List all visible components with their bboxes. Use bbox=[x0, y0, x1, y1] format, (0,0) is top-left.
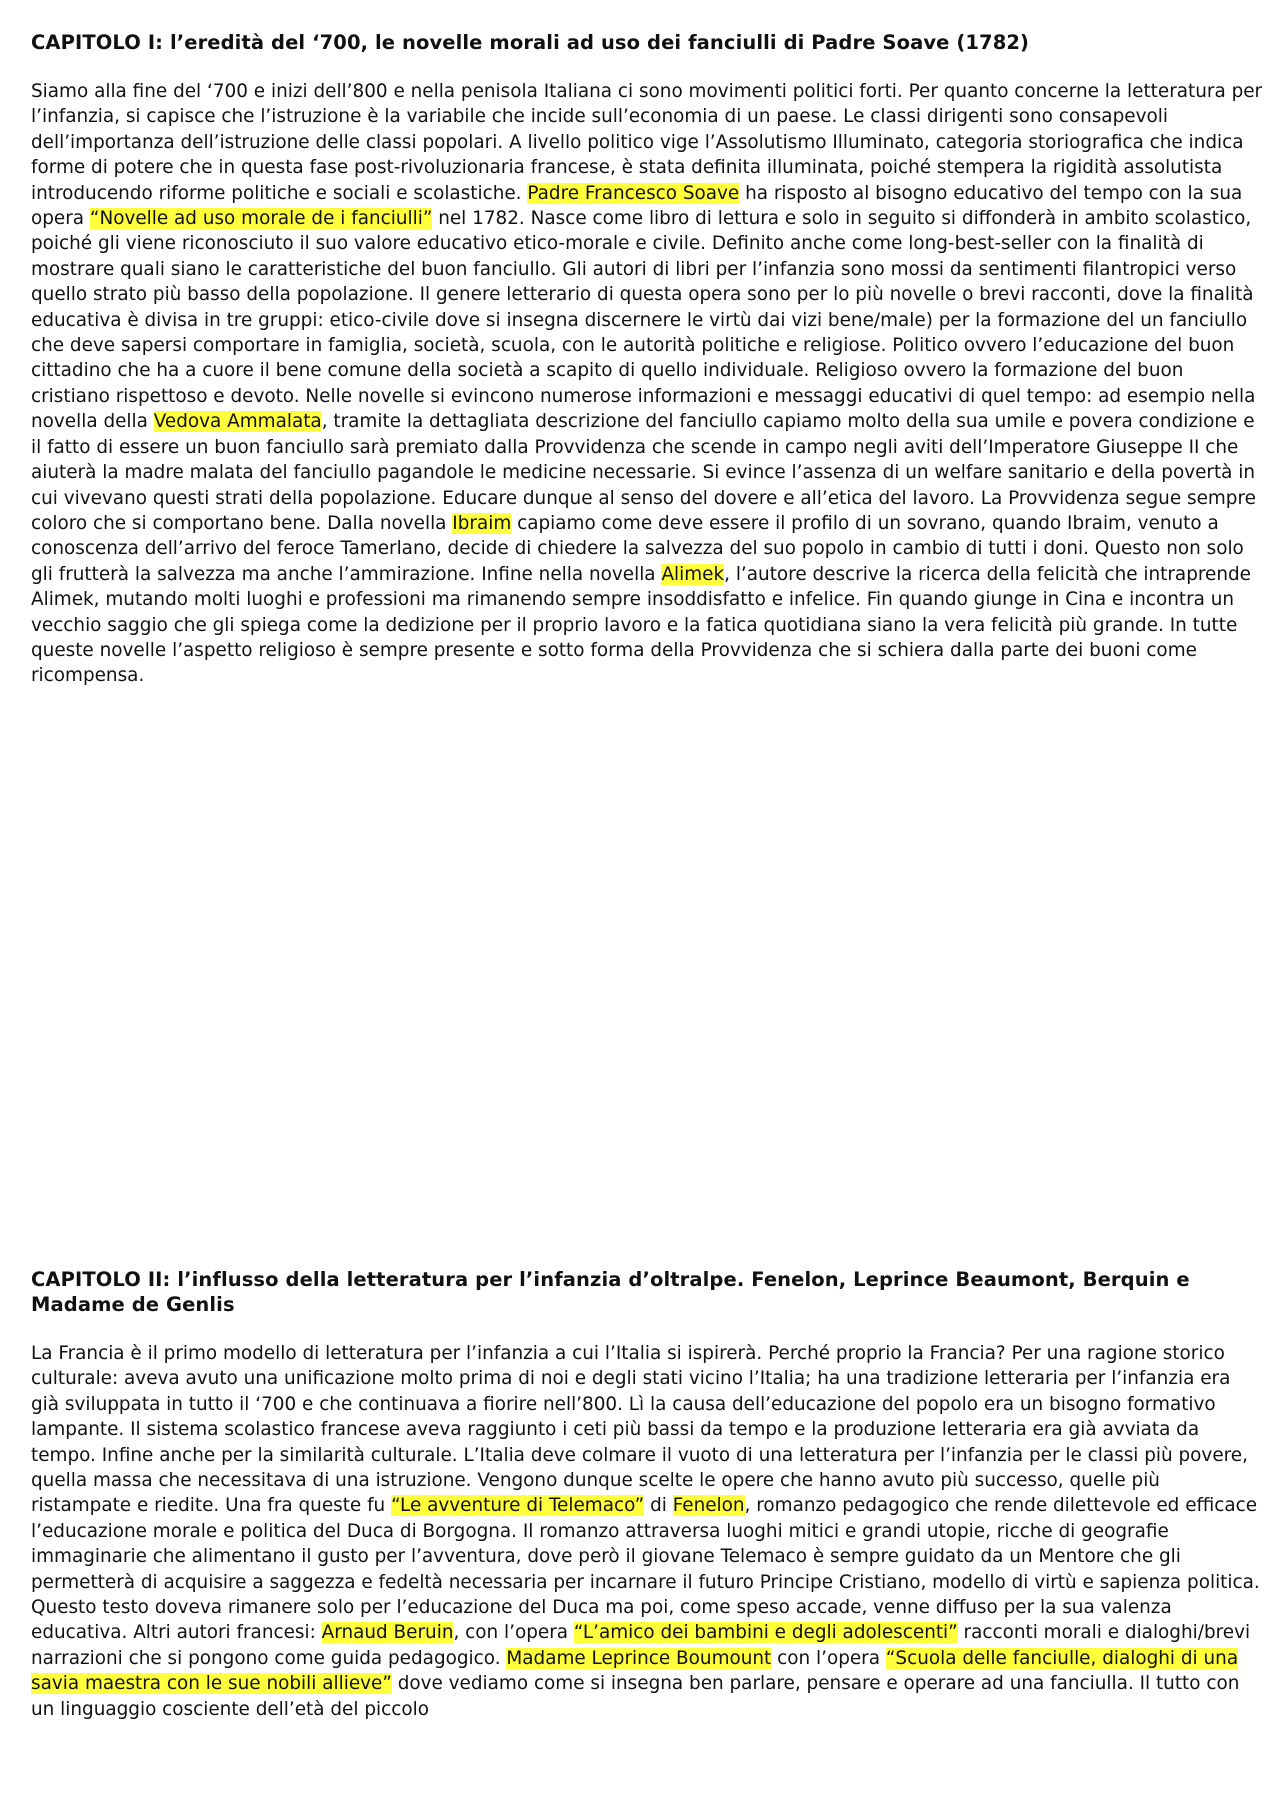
text-run: nel 1782. Nasce come libro di lettura e solo in seguito si diffonderà in ambito scolastico, poiché gli viene riconosciuto il suo valore educativo etico-morale e civile. Definito anche come long-best-seller con la finalità di mostrare quali siano le caratteristiche del buon fanciullo. Gli autori di libri per l’infanzia sono mossi da sentimenti filantropici verso quello strato più basso della popolazione. Il genere letterario di questa opera sono per lo più novelle o brevi racconti, dove la finalità educativa è divisa in tre gruppi: etico-civile dove si insegna discernere le virtù dai vizi bene/male) per la formazione del un fanciullo che deve sapersi comportare in famiglia, società, scuola, con le autorità politiche e religiose. Politico ovvero l’educazione del buon cittadino che ha a cuore il bene comune della società a scapito di quello individuale. Religioso ovvero la formazione del buon cristiano rispettoso e devoto. Nelle novelle si evincono numerose informazioni e messaggi educativi di quel tempo: ad esempio nella novella della bbox=[31, 208, 1256, 433]
text-run: , con l’opera bbox=[453, 1622, 574, 1644]
highlight-alimek: Alimek bbox=[661, 563, 725, 585]
text-run: , tramite la dettagliata descrizione del fanciullo capiamo molto della sua umile e povera condizione e il fatto di essere un buon fanciullo sarà premiato dalla Provvidenza che scende in campo negli aviti dell’Imperatore Giuseppe II che aiuterà la madre malata del fanciullo pagandole le medicine necessarie. Si evince l’assenza di un welfare sanitario e della povertà in cui vivevano questi strati della popolazione. Educare dunque al senso del dovere e all’etica del lavoro. La Provvidenza segue sempre coloro che si comportano bene. Dalla novella bbox=[31, 411, 1256, 534]
chapter-1-title: CAPITOLO I: l’eredità del ‘700, le novelle morali ad uso dei fanciulli di Padre Soave (1782) bbox=[31, 31, 1030, 54]
highlight-boumount: Madame Leprince Boumount bbox=[506, 1647, 772, 1669]
text-run: , romanzo pedagogico che rende dilettevole ed efficace l’educazione morale e politica del Duca di Borgogna. Il romanzo attraversa luoghi mitici e grandi utopie, ricche di geografie immaginarie che alimentano il gusto per l’avventura, dove però il giovane Telemaco è sempre guidato da un Mentore che gli permetterà di acquisire a saggezza e fedeltà necessaria per incarnare il futuro Principe Cristiano, modello di virtù e sapienza politica. Questo testo doveva rimanere solo per l’educazione del Duca ma poi, come speso accade, venne diffuso per la sua valenza educativa. Altri autori francesi: bbox=[31, 1495, 1260, 1644]
highlight-amico: “L’amico dei bambini e degli adolescenti” bbox=[573, 1622, 958, 1644]
text-run: capiamo come deve essere il profilo di un sovrano, quando Ibraim, venuto a conoscenza dell’arrivo del feroce Tamerlano, decide di chiedere la salvezza del suo popolo in cambio di tutti i doni. Questo non solo gli frutterà la salvezza ma anche l’ammirazione. Infine nella novella bbox=[31, 512, 1244, 585]
chapter-2-paragraph bbox=[31, 1341, 1263, 1722]
highlight-telemaco: “Le avventure di Telemaco” bbox=[391, 1495, 645, 1517]
highlight-novelle: “Novelle ad uso morale de i fanciulli” bbox=[89, 208, 433, 230]
highlight-soave: Padre Francesco Soave bbox=[527, 182, 740, 204]
text-run: ha risposto al bisogno educativo del tempo con la sua opera bbox=[31, 182, 1243, 230]
chapter-1 bbox=[31, 30, 1263, 689]
text-run: Siamo alla fine del ‘700 e inizi dell’800 e nella penisola Italiana ci sono movimenti politici forti. Per quanto concerne la letteratura per l’infanzia, si capisce che l’istruzione è la variabile che incide sull’economia di un paese. Le classi dirigenti sono consapevoli dell’importanza dell’istruzione delle classi popolari. A livello politico vige l’Assolutismo Illuminato, categoria storiografica che indica forme di potere che in questa fase post-rivoluzionaria francese, è stata definita illuminata, poiché stempera la rigidità assolutista introducendo riforme politiche e sociali e scolastiche. bbox=[31, 81, 1263, 204]
text-run: , l’autore descrive la ricerca della felicità che intraprende Alimek, mutando molti luoghi e professioni ma rimanendo sempre insoddisfatto e infelice. Fin quando giunge in Cina e incontra un vecchio saggio che gli spiega come la dedizione per il proprio lavoro e la fatica quotidiana siano la vera felicità più grande. In tutte queste novelle l’aspetto religioso è sempre presente e sotto forma della Provvidenza che si schiera dalla parte dei buoni come ricompensa. bbox=[31, 563, 1251, 687]
highlight-fenelon: Fenelon bbox=[672, 1495, 745, 1517]
text-run: di bbox=[644, 1495, 673, 1517]
text-run: racconti morali e dialoghi/brevi narrazioni che si pongono come guida pedagogico. bbox=[31, 1622, 1251, 1669]
chapter-2 bbox=[31, 1267, 1263, 1722]
highlight-beruin: Arnaud Beruin bbox=[321, 1622, 454, 1644]
text-run: con l’opera bbox=[771, 1647, 886, 1669]
highlight-ibraim: Ibraim bbox=[452, 512, 512, 534]
chapter-1-paragraph bbox=[31, 79, 1263, 689]
text-run: La Francia è il primo modello di letteratura per l’infanzia a cui l’Italia si ispirerà. Perché proprio la Francia? Per una ragione storico culturale: aveva avuto una unificazione molto prima di noi e degli stati vicino l’Italia; ha una tradizione letteraria per l’infanzia era già sviluppata in tutto il ‘700 e che continuava a fiorire nell’800. Lì la causa dell’educazione del popolo era un bisogno formativo lampante. Il sistema scolastico francese aveva raggiunto i ceti più bassi da tempo e la produzione letteraria era già avviata da tempo. Infine anche per la similarità culturale. L’Italia deve colmare il vuoto di una letteratura per l’infanzia per le classi più povere, quella massa che necessitava di una istruzione. Vengono dunque scelte le opere che hanno avuto più successo, quelle più ristampate e riedite. Una fra queste fu bbox=[31, 1343, 1248, 1517]
chapter-2-title: CAPITOLO II: l’influsso della letteratura per l’infanzia d’oltralpe. Fenelon, Leprince Beaumont, Berquin e Madame de Genlis bbox=[31, 1268, 1190, 1316]
text-run: dove vediamo come si insegna ben parlare, pensare e operare ad una fanciulla. Il tutto con un linguaggio cosciente dell’età del piccolo bbox=[31, 1673, 1240, 1720]
highlight-vedova: Vedova Ammalata bbox=[153, 411, 322, 433]
highlight-scuola: “Scuola delle fanciulle, dialoghi di una savia maestra con le sue nobili allieve” bbox=[31, 1647, 1239, 1695]
